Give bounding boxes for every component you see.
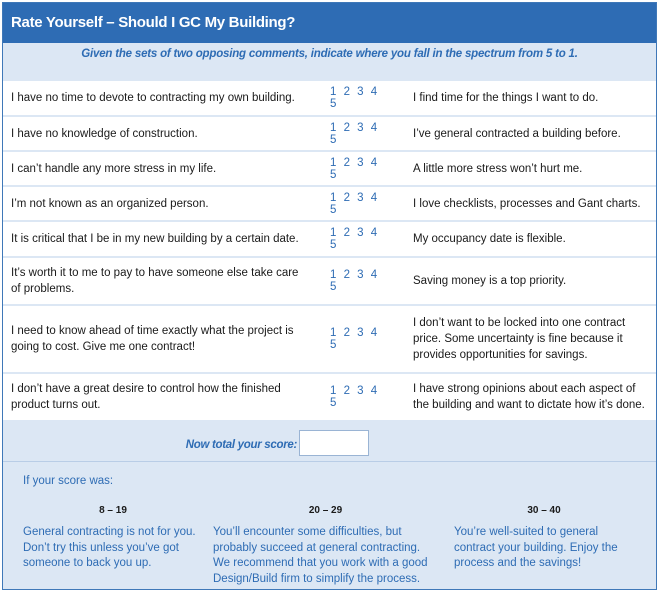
left-statement: It’s worth it to me to pay to have someone else take care of problems. xyxy=(11,267,299,295)
result-description: You’ll encounter some difficulties, but probably succeed at general contracting. We recommend that you work with a good Design/Build firm to simplify the process. xyxy=(213,526,428,585)
right-statement: I don’t want to be locked into one contract price. Some uncertainty is fine because it provides opportunities for savings. xyxy=(413,317,626,361)
rating-scale[interactable]: 1 2 3 4 5 xyxy=(330,269,380,293)
right-statement: I have strong opinions about each aspect of the building and want to dictate how it’s done. xyxy=(413,383,645,411)
right-statement: I’ve general contracted a building before. xyxy=(413,127,621,140)
title-bar xyxy=(3,3,656,43)
comparison-rows xyxy=(3,81,656,422)
score-range: 30 – 40 xyxy=(527,505,561,516)
rate-yourself-panel xyxy=(2,2,657,590)
right-statement: My occupancy date is flexible. xyxy=(413,233,566,245)
comparison-row xyxy=(3,187,656,220)
right-statement: Saving money is a top priority. xyxy=(413,275,567,287)
right-statement: A little more stress won’t hurt me. xyxy=(413,162,583,175)
rating-scale[interactable]: 1 2 3 4 5 xyxy=(330,227,380,251)
rating-scale[interactable]: 1 2 3 4 5 xyxy=(330,121,380,146)
comparison-row xyxy=(3,306,656,372)
comparison-row xyxy=(3,222,656,256)
instructions: Given the sets of two opposing comments, indicate where you fall in the spectrum from 5 to 1. xyxy=(81,48,578,60)
rating-scale[interactable]: 1 2 3 4 5 xyxy=(330,327,380,351)
score-range: 8 – 19 xyxy=(99,505,127,516)
left-statement: I have no time to devote to contracting my own building. xyxy=(11,92,295,104)
rating-scale[interactable]: 1 2 3 4 5 xyxy=(330,86,380,110)
result-description: You’re well-suited to general contract your building. Enjoy the process and the savings! xyxy=(454,526,618,569)
left-statement: I’m not known as an organized person. xyxy=(11,197,209,210)
score-range: 20 – 29 xyxy=(308,505,343,516)
right-statement: I find time for the things I want to do. xyxy=(413,92,599,104)
right-statement: I love checklists, processes and Gant charts. xyxy=(413,197,641,210)
comparison-row xyxy=(3,152,656,185)
score-row xyxy=(3,429,656,461)
rating-scale[interactable]: 1 2 3 4 5 xyxy=(330,385,380,409)
left-statement: I don’t have a great desire to control how the finished product turns out. xyxy=(11,383,281,411)
score-label: Now total your score: xyxy=(185,439,297,451)
result-description: General contracting is not for you. Don’t try this unless you’ve got someone to back you up. xyxy=(23,526,196,569)
comparison-row xyxy=(3,258,656,304)
comparison-row xyxy=(3,374,656,420)
rating-scale[interactable]: 1 2 3 4 5 xyxy=(330,156,380,181)
left-statement: I need to know ahead of time exactly what the project is going to cost. Give me one contract! xyxy=(11,325,294,353)
rating-scale[interactable]: 1 2 3 4 5 xyxy=(330,191,380,216)
left-statement: It is critical that I be in my new building by a certain date. xyxy=(11,233,299,245)
comparison-row xyxy=(3,81,656,115)
left-statement: I can’t handle any more stress in my life. xyxy=(11,162,217,175)
page-title: Rate Yourself – Should I GC My Building? xyxy=(11,14,296,31)
total-score-input[interactable] xyxy=(299,430,369,456)
left-statement: I have no knowledge of construction. xyxy=(11,127,198,140)
comparison-row xyxy=(3,117,656,150)
section-divider xyxy=(3,461,656,462)
results-intro: If your score was: xyxy=(23,475,114,487)
